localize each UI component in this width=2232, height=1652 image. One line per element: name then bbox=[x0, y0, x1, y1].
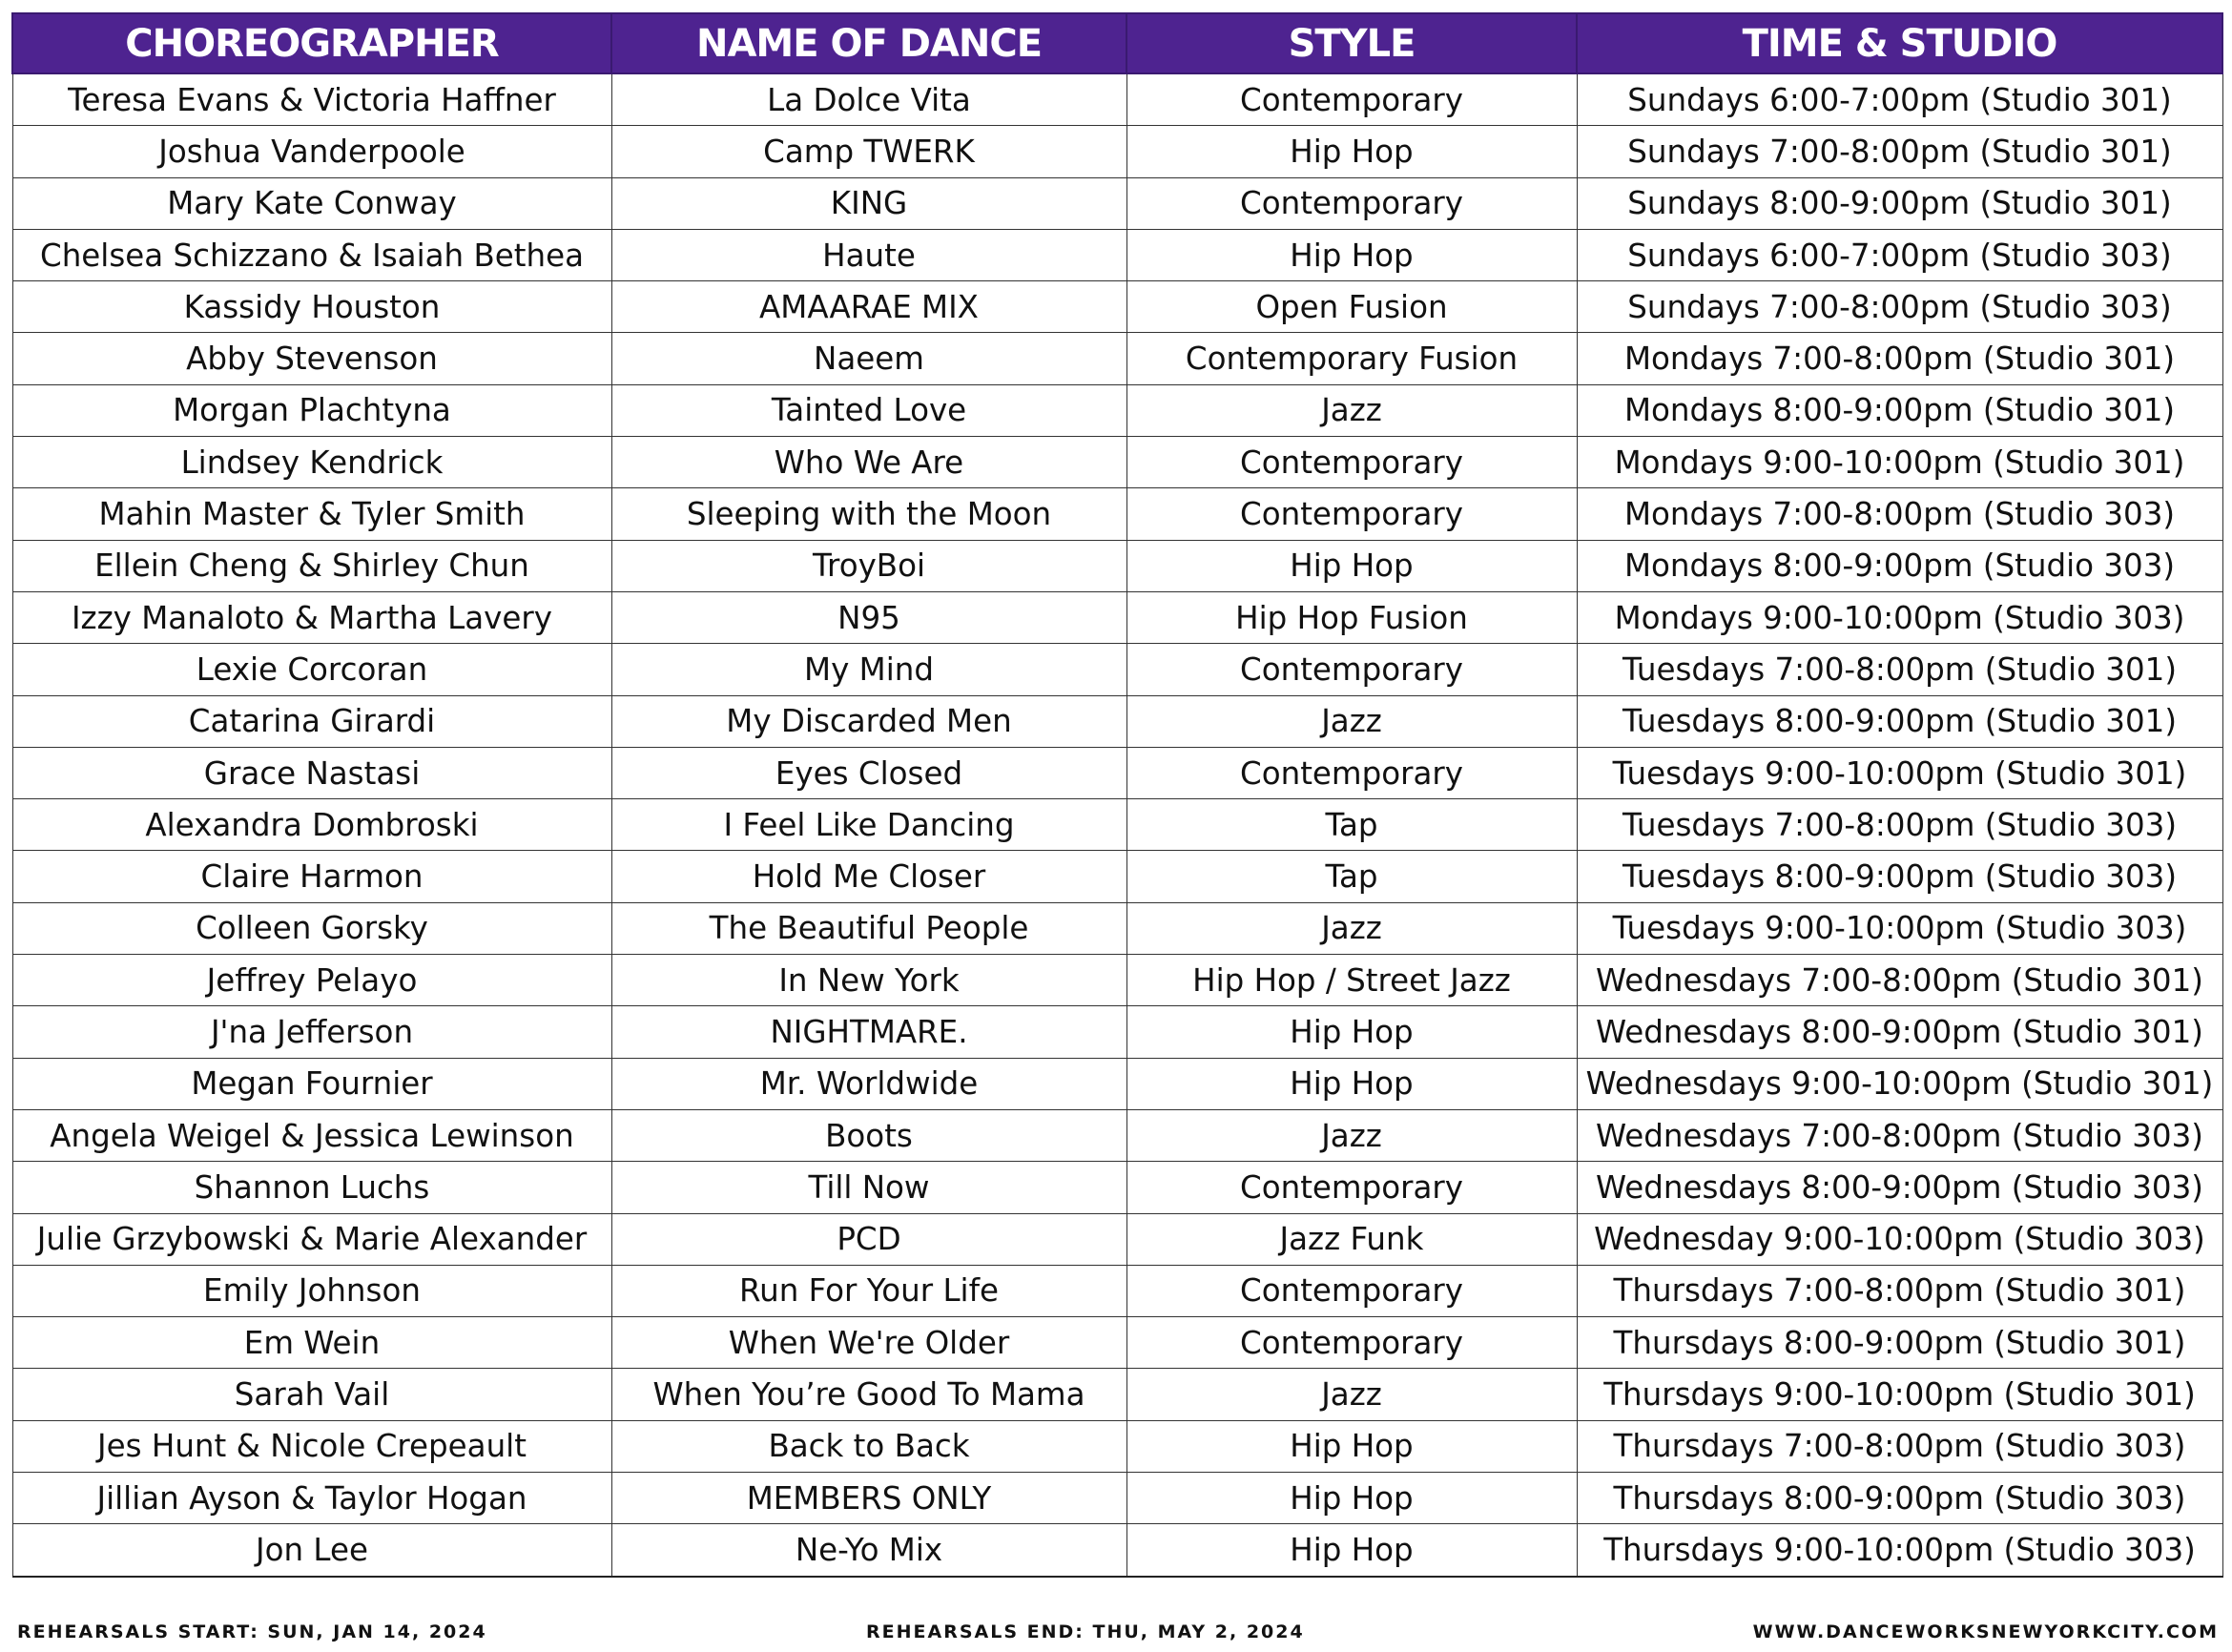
header-time-studio: TIME & STUDIO bbox=[1577, 13, 2222, 73]
table-row bbox=[12, 384, 2222, 436]
schedule-body bbox=[12, 73, 2222, 1577]
choreographer-cell: Sarah Vail bbox=[12, 1369, 611, 1420]
table-row bbox=[12, 333, 2222, 384]
style-cell: Contemporary bbox=[1126, 1265, 1577, 1316]
style-cell: Open Fusion bbox=[1126, 281, 1577, 333]
choreographer-cell: Morgan Plachtyna bbox=[12, 384, 611, 436]
choreographer-cell: Megan Fournier bbox=[12, 1058, 611, 1109]
table-row bbox=[12, 695, 2222, 747]
choreographer-cell: Grace Nastasi bbox=[12, 747, 611, 798]
style-cell: Jazz bbox=[1126, 902, 1577, 954]
style-cell: Contemporary bbox=[1126, 1162, 1577, 1213]
style-cell: Contemporary bbox=[1126, 177, 1577, 229]
table-row bbox=[12, 1265, 2222, 1316]
dance-name-cell: My Discarded Men bbox=[611, 695, 1126, 747]
table-row bbox=[12, 1109, 2222, 1161]
time-studio-cell: Mondays 9:00-10:00pm (Studio 301) bbox=[1577, 437, 2222, 488]
choreographer-cell: Jon Lee bbox=[12, 1524, 611, 1577]
dance-name-cell: In New York bbox=[611, 955, 1126, 1006]
table-row bbox=[12, 902, 2222, 954]
time-studio-cell: Mondays 8:00-9:00pm (Studio 303) bbox=[1577, 540, 2222, 591]
rehearsals-start: REHEARSALS START: SUN, JAN 14, 2024 bbox=[17, 1621, 487, 1642]
table-row bbox=[12, 1162, 2222, 1213]
time-studio-cell: Wednesdays 8:00-9:00pm (Studio 303) bbox=[1577, 1162, 2222, 1213]
dance-name-cell: TroyBoi bbox=[611, 540, 1126, 591]
time-studio-cell: Sundays 7:00-8:00pm (Studio 303) bbox=[1577, 281, 2222, 333]
website-link[interactable]: WWW.DANCEWORKSNEWYORKCITY.COM bbox=[1752, 1621, 2219, 1642]
style-cell: Jazz bbox=[1126, 1369, 1577, 1420]
style-cell: Hip Hop / Street Jazz bbox=[1126, 955, 1577, 1006]
style-cell: Hip Hop bbox=[1126, 126, 1577, 177]
time-studio-cell: Mondays 8:00-9:00pm (Studio 301) bbox=[1577, 384, 2222, 436]
dance-name-cell: Haute bbox=[611, 229, 1126, 280]
table-row bbox=[12, 1006, 2222, 1058]
choreographer-cell: Julie Grzybowski & Marie Alexander bbox=[12, 1213, 611, 1265]
table-row bbox=[12, 1473, 2222, 1524]
time-studio-cell: Thursdays 8:00-9:00pm (Studio 301) bbox=[1577, 1317, 2222, 1369]
choreographer-cell: Mahin Master & Tyler Smith bbox=[12, 488, 611, 540]
choreographer-cell: J'na Jefferson bbox=[12, 1006, 611, 1058]
dance-name-cell: Mr. Worldwide bbox=[611, 1058, 1126, 1109]
choreographer-cell: Catarina Girardi bbox=[12, 695, 611, 747]
choreographer-cell: Emily Johnson bbox=[12, 1265, 611, 1316]
style-cell: Hip Hop bbox=[1126, 1524, 1577, 1577]
choreographer-cell: Alexandra Dombroski bbox=[12, 799, 611, 851]
style-cell: Hip Hop bbox=[1126, 1058, 1577, 1109]
dance-name-cell: When We're Older bbox=[611, 1317, 1126, 1369]
dance-name-cell: Boots bbox=[611, 1109, 1126, 1161]
choreographer-cell: Lexie Corcoran bbox=[12, 644, 611, 695]
choreographer-cell: Mary Kate Conway bbox=[12, 177, 611, 229]
choreographer-cell: Angela Weigel & Jessica Lewinson bbox=[12, 1109, 611, 1161]
dance-name-cell: MEMBERS ONLY bbox=[611, 1473, 1126, 1524]
table-row bbox=[12, 851, 2222, 902]
dance-name-cell: Run For Your Life bbox=[611, 1265, 1126, 1316]
time-studio-cell: Mondays 7:00-8:00pm (Studio 301) bbox=[1577, 333, 2222, 384]
table-row bbox=[12, 437, 2222, 488]
time-studio-cell: Sundays 8:00-9:00pm (Studio 301) bbox=[1577, 177, 2222, 229]
choreographer-cell: Claire Harmon bbox=[12, 851, 611, 902]
style-cell: Hip Hop bbox=[1126, 1006, 1577, 1058]
table-row bbox=[12, 591, 2222, 643]
time-studio-cell: Wednesdays 8:00-9:00pm (Studio 301) bbox=[1577, 1006, 2222, 1058]
style-cell: Hip Hop bbox=[1126, 540, 1577, 591]
dance-name-cell: Camp TWERK bbox=[611, 126, 1126, 177]
dance-name-cell: N95 bbox=[611, 591, 1126, 643]
dance-name-cell: Till Now bbox=[611, 1162, 1126, 1213]
time-studio-cell: Tuesdays 7:00-8:00pm (Studio 301) bbox=[1577, 644, 2222, 695]
time-studio-cell: Tuesdays 9:00-10:00pm (Studio 301) bbox=[1577, 747, 2222, 798]
dance-name-cell: La Dolce Vita bbox=[611, 73, 1126, 126]
choreographer-cell: Lindsey Kendrick bbox=[12, 437, 611, 488]
dance-name-cell: Ne-Yo Mix bbox=[611, 1524, 1126, 1577]
choreographer-cell: Kassidy Houston bbox=[12, 281, 611, 333]
dance-name-cell: Naeem bbox=[611, 333, 1126, 384]
time-studio-cell: Sundays 6:00-7:00pm (Studio 301) bbox=[1577, 73, 2222, 126]
choreographer-cell: Colleen Gorsky bbox=[12, 902, 611, 954]
style-cell: Contemporary Fusion bbox=[1126, 333, 1577, 384]
dance-name-cell: I Feel Like Dancing bbox=[611, 799, 1126, 851]
dance-name-cell: Who We Are bbox=[611, 437, 1126, 488]
dance-name-cell: Hold Me Closer bbox=[611, 851, 1126, 902]
choreographer-cell: Em Wein bbox=[12, 1317, 611, 1369]
time-studio-cell: Tuesdays 9:00-10:00pm (Studio 303) bbox=[1577, 902, 2222, 954]
style-cell: Contemporary bbox=[1126, 437, 1577, 488]
style-cell: Hip Hop bbox=[1126, 1473, 1577, 1524]
style-cell: Contemporary bbox=[1126, 1317, 1577, 1369]
choreographer-cell: Izzy Manaloto & Martha Lavery bbox=[12, 591, 611, 643]
dance-name-cell: Back to Back bbox=[611, 1420, 1126, 1472]
time-studio-cell: Sundays 7:00-8:00pm (Studio 301) bbox=[1577, 126, 2222, 177]
time-studio-cell: Tuesdays 8:00-9:00pm (Studio 303) bbox=[1577, 851, 2222, 902]
table-row bbox=[12, 1058, 2222, 1109]
table-row bbox=[12, 73, 2222, 126]
table-row bbox=[12, 177, 2222, 229]
style-cell: Jazz bbox=[1126, 1109, 1577, 1161]
time-studio-cell: Tuesdays 7:00-8:00pm (Studio 303) bbox=[1577, 799, 2222, 851]
time-studio-cell: Wednesdays 9:00-10:00pm (Studio 301) bbox=[1577, 1058, 2222, 1109]
style-cell: Contemporary bbox=[1126, 644, 1577, 695]
header-name-of-dance: NAME OF DANCE bbox=[611, 13, 1126, 73]
time-studio-cell: Sundays 6:00-7:00pm (Studio 303) bbox=[1577, 229, 2222, 280]
style-cell: Hip Hop bbox=[1126, 229, 1577, 280]
header-style: STYLE bbox=[1126, 13, 1577, 73]
table-row bbox=[12, 955, 2222, 1006]
time-studio-cell: Thursdays 7:00-8:00pm (Studio 303) bbox=[1577, 1420, 2222, 1472]
time-studio-cell: Thursdays 9:00-10:00pm (Studio 303) bbox=[1577, 1524, 2222, 1577]
table-row bbox=[12, 1369, 2222, 1420]
time-studio-cell: Mondays 7:00-8:00pm (Studio 303) bbox=[1577, 488, 2222, 540]
table-row bbox=[12, 644, 2222, 695]
table-row bbox=[12, 1420, 2222, 1472]
style-cell: Hip Hop Fusion bbox=[1126, 591, 1577, 643]
table-row bbox=[12, 540, 2222, 591]
time-studio-cell: Wednesdays 7:00-8:00pm (Studio 301) bbox=[1577, 955, 2222, 1006]
time-studio-cell: Tuesdays 8:00-9:00pm (Studio 301) bbox=[1577, 695, 2222, 747]
table-row bbox=[12, 488, 2222, 540]
header-row bbox=[12, 13, 2222, 73]
style-cell: Contemporary bbox=[1126, 747, 1577, 798]
time-studio-cell: Thursdays 7:00-8:00pm (Studio 301) bbox=[1577, 1265, 2222, 1316]
dance-name-cell: Sleeping with the Moon bbox=[611, 488, 1126, 540]
time-studio-cell: Thursdays 9:00-10:00pm (Studio 301) bbox=[1577, 1369, 2222, 1420]
time-studio-cell: Wednesday 9:00-10:00pm (Studio 303) bbox=[1577, 1213, 2222, 1265]
table-row bbox=[12, 1317, 2222, 1369]
style-cell: Jazz bbox=[1126, 384, 1577, 436]
dance-name-cell: Eyes Closed bbox=[611, 747, 1126, 798]
style-cell: Jazz Funk bbox=[1126, 1213, 1577, 1265]
style-cell: Contemporary bbox=[1126, 488, 1577, 540]
style-cell: Hip Hop bbox=[1126, 1420, 1577, 1472]
style-cell: Contemporary bbox=[1126, 73, 1577, 126]
dance-name-cell: NIGHTMARE. bbox=[611, 1006, 1126, 1058]
dance-name-cell: KING bbox=[611, 177, 1126, 229]
time-studio-cell: Mondays 9:00-10:00pm (Studio 303) bbox=[1577, 591, 2222, 643]
table-row bbox=[12, 229, 2222, 280]
table-row bbox=[12, 747, 2222, 798]
style-cell: Jazz bbox=[1126, 695, 1577, 747]
choreographer-cell: Abby Stevenson bbox=[12, 333, 611, 384]
time-studio-cell: Wednesdays 7:00-8:00pm (Studio 303) bbox=[1577, 1109, 2222, 1161]
time-studio-cell: Thursdays 8:00-9:00pm (Studio 303) bbox=[1577, 1473, 2222, 1524]
dance-name-cell: Tainted Love bbox=[611, 384, 1126, 436]
choreographer-cell: Chelsea Schizzano & Isaiah Bethea bbox=[12, 229, 611, 280]
choreographer-cell: Ellein Cheng & Shirley Chun bbox=[12, 540, 611, 591]
choreographer-cell: Jillian Ayson & Taylor Hogan bbox=[12, 1473, 611, 1524]
table-row bbox=[12, 281, 2222, 333]
dance-name-cell: The Beautiful People bbox=[611, 902, 1126, 954]
choreographer-cell: Jes Hunt & Nicole Crepeault bbox=[12, 1420, 611, 1472]
dance-name-cell: My Mind bbox=[611, 644, 1126, 695]
choreographer-cell: Jeffrey Pelayo bbox=[12, 955, 611, 1006]
schedule-table bbox=[11, 12, 2223, 1578]
header-choreographer: CHOREOGRAPHER bbox=[12, 13, 611, 73]
table-row bbox=[12, 1213, 2222, 1265]
table-row bbox=[12, 1524, 2222, 1577]
dance-name-cell: PCD bbox=[611, 1213, 1126, 1265]
choreographer-cell: Shannon Luchs bbox=[12, 1162, 611, 1213]
rehearsals-end: REHEARSALS END: THU, MAY 2, 2024 bbox=[866, 1621, 1305, 1642]
choreographer-cell: Joshua Vanderpoole bbox=[12, 126, 611, 177]
choreographer-cell: Teresa Evans & Victoria Haffner bbox=[12, 73, 611, 126]
style-cell: Tap bbox=[1126, 851, 1577, 902]
dance-name-cell: AMAARAE MIX bbox=[611, 281, 1126, 333]
dance-name-cell: When You’re Good To Mama bbox=[611, 1369, 1126, 1420]
style-cell: Tap bbox=[1126, 799, 1577, 851]
table-row bbox=[12, 799, 2222, 851]
table-row bbox=[12, 126, 2222, 177]
